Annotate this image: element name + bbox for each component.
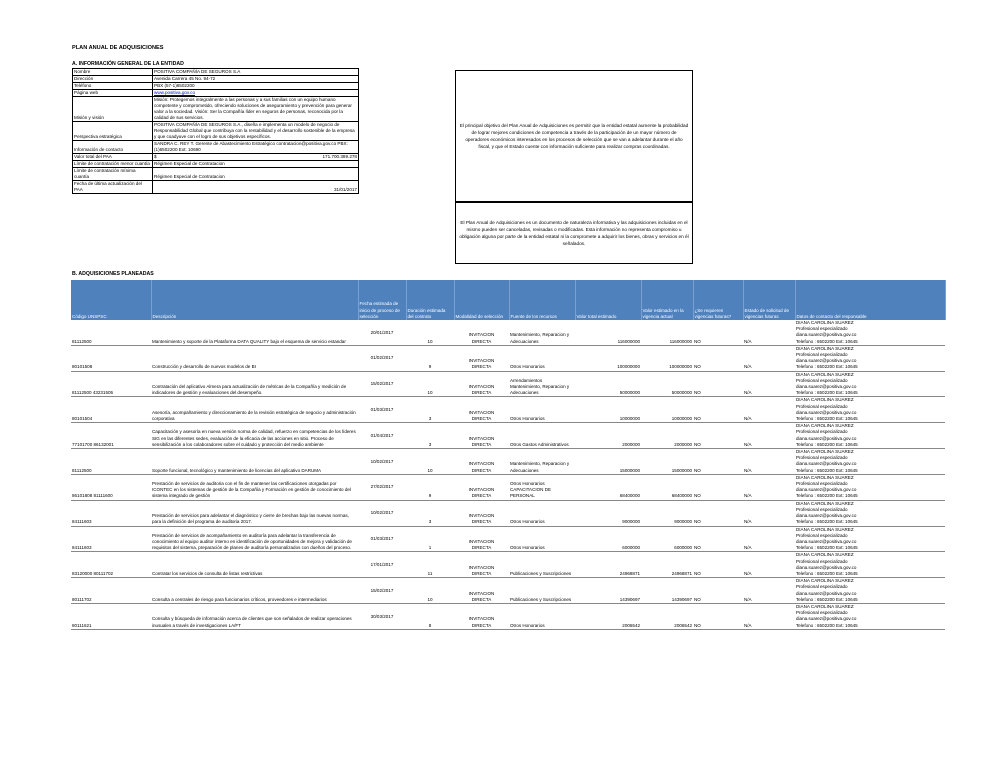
info-label: Página web [73,90,153,97]
contact-line: Profesional especializado [796,532,848,538]
modality-text: DIRECTA [471,622,492,628]
info-value: Régimen Especial de Contratacion [153,168,359,181]
description: Contratar los servicios de consulta de listas restrictivas [151,552,358,578]
modality-text: INVITACION [468,358,495,364]
contact-line: Profesional especializado [796,429,848,435]
contact-line: DIANA CAROLINA SUAREZ [796,423,854,429]
contact-line: diana.suarez@positiva.gov.co [796,564,857,570]
modality-text: DIRECTA [471,364,492,370]
funding-source: Otros Honorarios [509,500,575,526]
table-row [71,526,945,552]
duration: 8 [406,603,454,629]
info-value: Régimen Especial de Contratacion [153,161,359,168]
contact-cell [795,423,945,449]
contact-cell [795,526,945,552]
future-required: NO [693,500,743,526]
description: Prestación de servicios de acompañamiento en auditoría para adelantar la transferencia de conocimiento al equipo auditor interno en identificación de oportunidades de mejora y validación de requisitos del sistema, preparación de planes de auditoría personalizados con dueños del proceso. [151,526,358,552]
contact-cell [795,320,945,345]
start-date-cell [358,423,406,449]
funding-source: Otros Gastos Administrativos [509,423,575,449]
contact-line: Telefono : 6502200 Ext: 10645 [796,416,858,422]
table-row [71,552,945,578]
info-row-website [73,90,359,97]
info-row-phone [73,83,359,90]
header-start-date: Fecha estimada de inicio de proceso de selección [358,280,406,320]
total-value: 116000000 [575,320,641,345]
current-value: 100000000 [641,345,693,371]
info-row-contact [73,141,359,154]
info-label: Nombre [73,69,153,76]
future-state: N/A [743,500,795,526]
start-date-cell [358,320,406,345]
future-required: NO [693,320,743,345]
description: Consulta a centrales de riesgo para funcionarios críticos, proveedores e intermediarios [151,578,358,604]
modality-cell [454,423,509,449]
currency-symbol: $ [154,154,157,159]
total-value: 2000000 [575,423,641,449]
contact-line: diana.suarez@positiva.gov.co [796,358,857,364]
contact-line: Telefono : 6502200 Ext: 10645 [796,338,858,344]
duration: 10 [406,320,454,345]
table-row [71,423,945,449]
table-row [71,500,945,526]
duration: 9 [406,474,454,500]
contact-line: diana.suarez@positiva.gov.co [796,590,857,596]
objective-text: El principal objetivo del Plan Anual de Adquisiciones es permitir que la entidad estatal aumente la probabilidad de lograr mejores condiciones de competencia a través de la participación de un mayor número de operadores económicos interesados en los procesos de selección que se van a adelantar durante el año fiscal, y que el Estado cuente con información suficiente para realizar compras coordinadas. [459,122,689,150]
contact-line: Profesional especializado [796,481,848,487]
acquisitions-body [71,320,945,629]
modality-text: DIRECTA [471,596,492,602]
funding-source: Publicaciones y Suscripciones [509,552,575,578]
table-row [71,603,945,629]
start-date: 10/02/2017 [370,510,394,516]
modality-text: INVITACION [468,487,495,493]
description: Capacitación y asesoría en nueva versión norma de calidad, refuerzo en competencias de los líderes SIG en las diferentes sedes, evaluación de la eficacia de las acciones en sitio. Proceso de sensibilización a los colaboradores sobre el cuidado y protección del medio ambiente [151,423,358,449]
modality-text: INVITACION [468,564,495,570]
contact-line: DIANA CAROLINA SUAREZ [796,526,854,532]
modality-cell [454,345,509,371]
unspsc-code: 80101508 [71,345,151,371]
contact-line: diana.suarez@positiva.gov.co [796,384,857,390]
duration: 10 [406,578,454,604]
contact-line: DIANA CAROLINA SUAREZ [796,449,854,455]
header-current-value: Valor estimado en la vigencia actual [641,280,693,320]
contact-line: DIANA CAROLINA SUAREZ [796,578,854,584]
total-value: 14390697 [575,578,641,604]
future-required: NO [693,578,743,604]
modality-text: INVITACION [468,513,495,519]
description: Prestación de servicios para adelantar el diagnóstico y cierre de brechas bajo las nuevas normas, para la definición del programa de auditoria 2017. [151,500,358,526]
total-value: 24968871 [575,552,641,578]
info-label: Valor total del PAA [73,154,153,161]
modality-text: INVITACION [468,332,495,338]
start-date: 01/03/2017 [370,407,394,413]
duration: 10 [406,371,454,397]
contact-line: Telefono : 6502200 Ext: 10645 [796,441,858,447]
unspsc-code: 86101808 81111600 [71,474,151,500]
contact-line: Telefono : 6502200 Ext: 10645 [796,390,858,396]
info-row-limit-minimum [73,168,359,181]
info-row-address [73,76,359,83]
start-date-cell [358,578,406,604]
section-b-heading: B. ADQUISICIONES PLANEADAS [72,271,154,277]
future-state: N/A [743,552,795,578]
contact-line: DIANA CAROLINA SUAREZ [796,552,854,558]
duration: 3 [406,423,454,449]
current-value: 9000000 [641,500,693,526]
contact-line: Profesional especializado [796,584,848,590]
contact-line: Profesional especializado [796,610,848,616]
current-value: 2000000 [641,423,693,449]
start-date-cell [358,603,406,629]
modality-cell [454,449,509,475]
total-value: 15000000 [575,449,641,475]
unspsc-code: 83120000 80111702 [71,552,151,578]
start-date: 01/02/2017 [370,355,394,361]
contact-line: Profesional especializado [796,506,848,512]
contact-line: Profesional especializado [796,352,848,358]
unspsc-code: 84111603 [71,526,151,552]
info-label: Misión y visión [73,97,153,122]
modality-text: INVITACION [468,409,495,415]
header-contact: Datos de contacto del responsable [795,280,945,320]
info-row-updated [73,181,359,194]
objective-box [455,70,693,202]
contact-line: diana.suarez@positiva.gov.co [796,409,857,415]
current-value: 10000000 [641,397,693,423]
funding-source: Arrendamientos Mantenimiento, Reparacion y Adecuaciones [509,371,575,397]
start-date: 15/02/2017 [370,587,394,593]
modality-text: DIRECTA [471,416,492,422]
contact-line: Profesional especializado [796,558,848,564]
contact-cell [795,474,945,500]
info-row-total [73,154,359,161]
total-value: 10000000 [575,397,641,423]
table-row [71,345,945,371]
unspsc-code: 77101700 86132001 [71,423,151,449]
current-value: 14390697 [641,578,693,604]
info-row-strategy [73,122,359,141]
contact-line: Telefono : 6502200 Ext: 10645 [796,570,858,576]
modality-text: INVITACION [468,435,495,441]
contact-line: DIANA CAROLINA SUAREZ [796,371,854,377]
total-value: 9000000 [575,500,641,526]
modality-cell [454,500,509,526]
total-value: 2006542 [575,603,641,629]
modality-cell [454,320,509,345]
funding-source: Publicaciones y Suscripciones [509,578,575,604]
modality-text: INVITACION [468,461,495,467]
table-row [71,371,945,397]
current-value: 15000000 [641,449,693,475]
funding-source: Otros Honorarios CAPACITACION DE PERSONAL [509,474,575,500]
description: Mantenimiento y soporte de la Plataforma DATA QUALITY bajo el esquema de servicio estandar [151,320,358,345]
start-date-cell [358,345,406,371]
header-modality: Modalidad de selección [454,280,509,320]
description: Asesoría, acompañamiento y direccionamiento de la revisión estratégica de negocio y administración corporativa [151,397,358,423]
start-date-cell [358,397,406,423]
acquisitions-table [71,280,946,630]
contact-cell [795,397,945,423]
start-date-cell [358,449,406,475]
duration: 9 [406,345,454,371]
contact-line: Telefono : 6502200 Ext: 10645 [796,545,858,551]
table-row [71,449,945,475]
contact-line: Telefono : 6502200 Ext: 10645 [796,467,858,473]
contact-cell [795,449,945,475]
unspsc-code: 81112500 [71,449,151,475]
info-value: SANDRA C. REY T. Gerente de Abastecimiento Estratégico contratacion@positiva.gov.co PBX: (1)6502200 Ext: 10690 [153,141,359,154]
future-state: N/A [743,345,795,371]
contact-line: Telefono : 6502200 Ext: 10645 [796,622,858,628]
header-description: Descripción [151,280,358,320]
funding-source: Otros Honorarios [509,603,575,629]
modality-text: DIRECTA [471,545,492,551]
funding-source: Otros Honorarios [509,345,575,371]
current-value: 6000000 [641,526,693,552]
modality-text: DIRECTA [471,441,492,447]
start-date: 27/02/2017 [370,484,394,490]
info-value [153,90,359,97]
modality-text: INVITACION [468,616,495,622]
contact-line: diana.suarez@positiva.gov.co [796,461,857,467]
start-date: 20/01/2017 [370,329,394,335]
info-value: Avenida Carrera 45 No. 94-72 [153,76,359,83]
future-required: NO [693,371,743,397]
duration: 11 [406,552,454,578]
future-state: N/A [743,474,795,500]
future-required: NO [693,345,743,371]
contact-cell [795,345,945,371]
contact-cell [795,552,945,578]
future-required: NO [693,449,743,475]
contact-line: DIANA CAROLINA SUAREZ [796,397,854,403]
modality-text: DIRECTA [471,390,492,396]
header-total-value: Valor total estimado [575,280,641,320]
future-state: N/A [743,526,795,552]
future-required: NO [693,526,743,552]
future-state: N/A [743,397,795,423]
duration: 1 [406,526,454,552]
funding-source: Mantenimiento, Reparacion y Adecuaciones [509,320,575,345]
modality-cell [454,371,509,397]
description: Consulta y búsqueda de información acerca de clientes que son señalados de realizar operaciones inusuales a través de investigaciones LA/FT [151,603,358,629]
start-date-cell [358,371,406,397]
website-link[interactable]: www.positiva.gov.co [154,90,196,95]
contact-line: Profesional especializado [796,455,848,461]
info-value [153,154,359,161]
modality-text: INVITACION [468,590,495,596]
table-row [71,320,945,345]
header-source: Fuente de los recursos [509,280,575,320]
info-label: Perspectiva estratégica [73,122,153,141]
start-date-cell [358,552,406,578]
info-value: 31/01/2017 [153,181,359,194]
info-label: Límite de contratación menor cuantía [73,161,153,168]
contact-line: Profesional especializado [796,326,848,332]
description: Construcción y desarrollo de nuevos modelos de BI [151,345,358,371]
unspsc-code: 80101504 [71,397,151,423]
funding-source: Otros Honorarios [509,526,575,552]
future-required: NO [693,397,743,423]
table-row [71,578,945,604]
future-state: N/A [743,603,795,629]
contact-cell [795,371,945,397]
info-label: Teléfono [73,83,153,90]
table-row [71,397,945,423]
start-date: 15/02/2017 [370,381,394,387]
modality-cell [454,603,509,629]
contact-line: Telefono : 6502200 Ext: 10645 [796,596,858,602]
modality-cell [454,578,509,604]
table-row [71,474,945,500]
info-value: POSITIVA COMPAÑÍA DE SEGUROS S.A [153,69,359,76]
unspsc-code: 81112500 [71,320,151,345]
disclaimer-text: El Plan Anual de Adquisiciones es un documento de naturaleza informativa y las adquisiciones incluidas en el mismo pueden ser canceladas, revisadas o modificadas. Esta información no representa compromiso u obligación alguna por parte de la entidad estatal ni la compromete a adquirir los bienes, obras y servicios en él señalados. [459,219,689,247]
contact-cell [795,603,945,629]
contact-line: diana.suarez@positiva.gov.co [796,538,857,544]
contact-line: diana.suarez@positiva.gov.co [796,616,857,622]
contact-line: Telefono : 6502200 Ext: 10645 [796,519,858,525]
total-value: 171.700.389.278 [322,154,357,159]
future-state: N/A [743,320,795,345]
unspsc-code: 84111603 [71,500,151,526]
future-required: NO [693,603,743,629]
future-required: NO [693,423,743,449]
modality-text: DIRECTA [471,519,492,525]
contact-line: Telefono : 6502200 Ext: 10645 [796,364,858,370]
info-row-mission [73,97,359,122]
modality-cell [454,397,509,423]
modality-text: DIRECTA [471,467,492,473]
modality-cell [454,526,509,552]
unspsc-code: 80111702 [71,578,151,604]
total-value: 100000000 [575,345,641,371]
contact-cell [795,578,945,604]
contact-line: diana.suarez@positiva.gov.co [796,332,857,338]
info-label: Dirección [73,76,153,83]
total-value: 68400000 [575,474,641,500]
unspsc-code: 81112500 43231505 [71,371,151,397]
description: Soporte funcional, tecnológico y mantenimiento de licencias del aplicativo DARUMA [151,449,358,475]
duration: 10 [406,449,454,475]
modality-text: INVITACION [468,384,495,390]
header-future-required: ¿Se requieren vigencias futuras? [693,280,743,320]
contact-line: DIANA CAROLINA SUAREZ [796,320,854,325]
contact-line: DIANA CAROLINA SUAREZ [796,500,854,506]
start-date-cell [358,526,406,552]
current-value: 50000000 [641,371,693,397]
header-duration: Duración estimada del contrato [406,280,454,320]
modality-text: DIRECTA [471,338,492,344]
total-value: 50000000 [575,371,641,397]
future-required: NO [693,474,743,500]
info-row-limit-minor [73,161,359,168]
contact-line: diana.suarez@positiva.gov.co [796,487,857,493]
contact-line: Profesional especializado [796,403,848,409]
start-date-cell [358,474,406,500]
modality-text: DIRECTA [471,570,492,576]
current-value: 24968871 [641,552,693,578]
duration: 3 [406,397,454,423]
acq-header-row [71,280,945,320]
modality-text: INVITACION [468,538,495,544]
start-date: 01/03/2017 [370,536,394,542]
contact-line: diana.suarez@positiva.gov.co [796,513,857,519]
info-label: Límite de contratación mínima cuantía [73,168,153,181]
unspsc-code: 80111621 [71,603,151,629]
info-row-name [73,69,359,76]
modality-cell [454,474,509,500]
start-date: 10/02/2017 [370,458,394,464]
contact-line: DIANA CAROLINA SUAREZ [796,474,854,480]
info-label: Fecha de última actualización del PAA [73,181,153,194]
section-a-heading: A. INFORMACIÓN GENERAL DE LA ENTIDAD [72,61,184,67]
header-unspsc: Código UNSPSC [71,280,151,320]
disclaimer-box [455,202,693,264]
contact-cell [795,500,945,526]
info-value: Misión: Protegemos integralmente a las personas y a sus familias con un equipo humano competente y comprometido, ofreciendo soluciones de aseguramiento y prevención para generar valor a la sociedad. Visión: Ser la Compañía líder en seguros de personas, reconocida por la calidad de sus servicios. [153,97,359,122]
duration: 3 [406,500,454,526]
start-date: 17/01/2017 [370,561,394,567]
start-date: 01/04/2017 [370,432,394,438]
info-label: Información de contacto [73,141,153,154]
description: Contratación del aplicativo Almera para actualización de métricas de la Compañía y medición de indicadores de gestión y evaluaciones del desempeño. [151,371,358,397]
info-value: POSITIVA COMPAÑÍA DE SEGUROS S.A., diseña e implementa un modelo de negocio de Responsabilidad Global que contribuya con la rentabilidad y el desarrollo sostenible de la empresa y que coadyuve con el logro de sus objetivos específicos. [153,122,359,141]
description: Prestación de servicios de auditoria con el fin de mantener las certificaciones otorgadas por ICONTEC en los sistemas de gestión de la Compañía y Formación en gestión de conocimiento del sistema integrado de gestión [151,474,358,500]
future-required: NO [693,552,743,578]
future-state: N/A [743,371,795,397]
contact-line: DIANA CAROLINA SUAREZ [796,345,854,351]
total-value: 6000000 [575,526,641,552]
contact-line: diana.suarez@positiva.gov.co [796,435,857,441]
contact-line: Profesional especializado [796,377,848,383]
modality-cell [454,552,509,578]
future-state: N/A [743,578,795,604]
entity-info-table [72,68,359,194]
funding-source: Otros Honorarios [509,397,575,423]
modality-text: DIRECTA [471,493,492,499]
start-date-cell [358,500,406,526]
header-future-state: Estado de solicitud de vigencias futuras [743,280,795,320]
document-title: PLAN ANUAL DE ADQUISICIONES [72,45,164,51]
future-state: N/A [743,423,795,449]
contact-line: DIANA CAROLINA SUAREZ [796,603,854,609]
start-date: 30/03/2017 [370,613,394,619]
current-value: 68400000 [641,474,693,500]
current-value: 2006542 [641,603,693,629]
info-value: PBX (57-1)6502200 [153,83,359,90]
funding-source: Mantenimiento, Reparacion y Adecuaciones [509,449,575,475]
future-state: N/A [743,449,795,475]
contact-line: Telefono : 6502200 Ext: 10645 [796,493,858,499]
current-value: 116000000 [641,320,693,345]
